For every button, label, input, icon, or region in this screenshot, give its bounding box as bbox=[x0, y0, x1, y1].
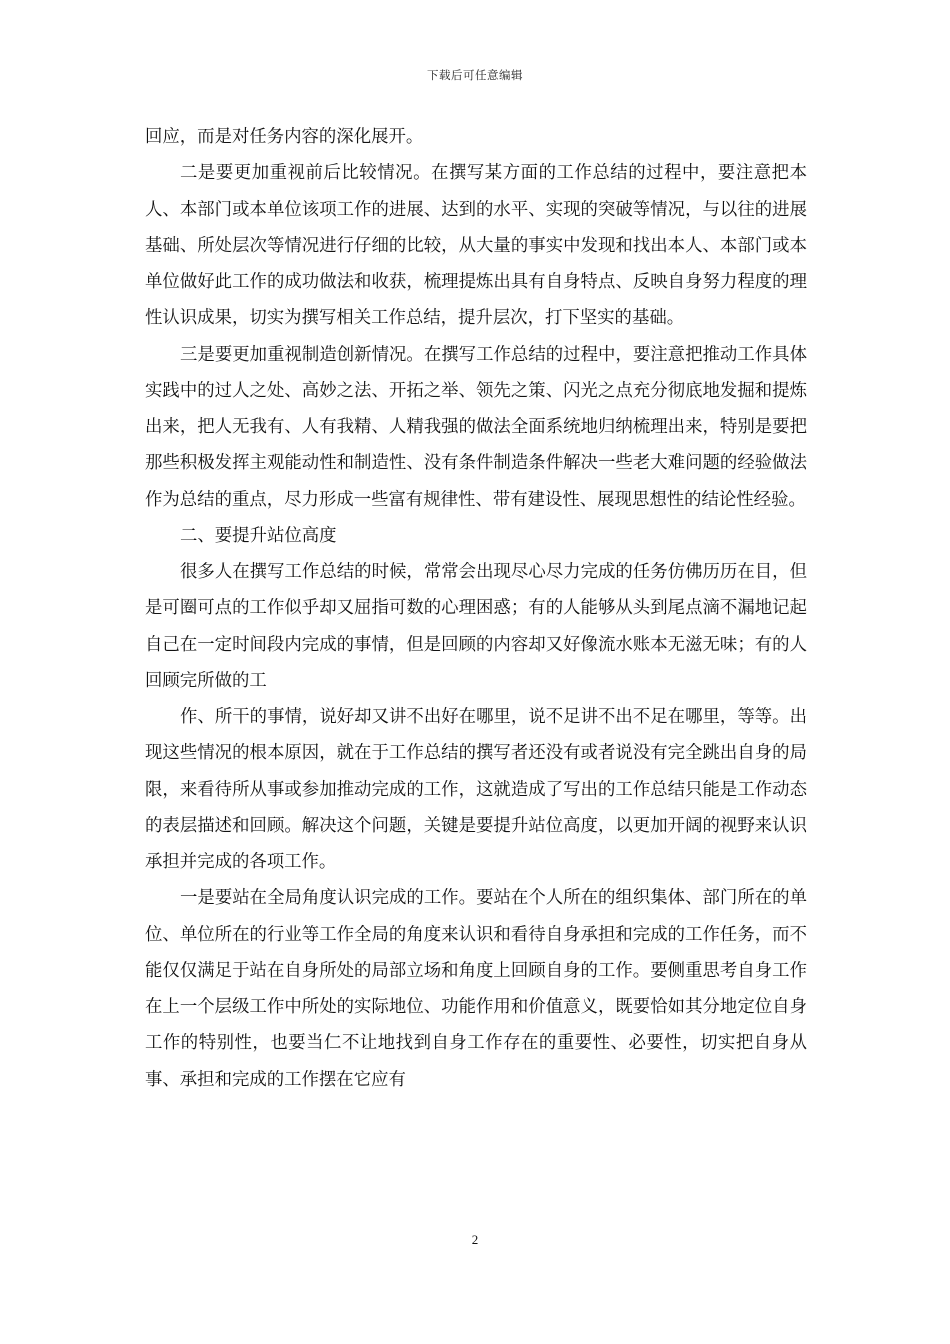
document-body bbox=[145, 119, 807, 1098]
paragraph: 一是要站在全局角度认识完成的工作。要站在个人所在的组织集体、部门所在的单位、单位所在的行业等工作全局的角度来认识和看待自身承担和完成的工作任务，而不能仅仅满足于站在自身所处的局部立场和角度上回顾自身的工作。要侧重思考自身工作在上一个层级工作中所处的实际地位、功能作用和价值意义，既要恰如其分地定位自身工作的特别性，也要当仁不让地找到自身工作存在的重要性、必要性，切实把自身从事、承担和完成的工作摆在它应有 bbox=[145, 888, 807, 1090]
paragraph-continuation: 回应，而是对任务内容的深化展开。 bbox=[145, 127, 424, 147]
paragraph: 作、所干的事情，说好却又讲不出好在哪里，说不足讲不出不足在哪里，等等。出现这些情况的根本原因，就在于工作总结的撰写者还没有或者说没有完全跳出自身的局限，来看待所从事或参加推动完成的工作，这就造成了写出的工作总结只能是工作动态的表层描述和回顾。解决这个问题，关键是要提升站位高度，以更加开阔的视野来认识承担并完成的各项工作。 bbox=[145, 707, 807, 872]
paragraph: 很多人在撰写工作总结的时候，常常会出现尽心尽力完成的任务仿佛历历在目，但是可圈可点的工作似乎却又屈指可数的心理困惑；有的人能够从头到尾点滴不漏地记起自己在一定时间段内完成的事情，但是回顾的内容却又好像流水账本无滋无味；有的人回顾完所做的工 bbox=[145, 562, 807, 691]
paragraph: 二是要更加重视前后比较情况。在撰写某方面的工作总结的过程中，要注意把本人、本部门或本单位该项工作的进展、达到的水平、实现的突破等情况，与以往的进展基础、所处层次等情况进行仔细的比较，从大量的事实中发现和找出本人、本部门或本单位做好此工作的成功做法和收获，梳理提炼出具有自身特点、反映自身努力程度的理性认识成果，切实为撰写相关工作总结，提升层次，打下坚实的基础。 bbox=[145, 163, 807, 329]
page-number: 2 bbox=[471, 1232, 479, 1247]
section-heading: 二、要提升站位高度 bbox=[180, 525, 337, 546]
page-header: 下载后可任意编辑 bbox=[427, 68, 523, 82]
paragraph: 三是要更加重视制造创新情况。在撰写工作总结的过程中，要注意把推动工作具体实践中的过人之处、高妙之法、开拓之举、领先之策、闪光之点充分彻底地发掘和提炼出来，把人无我有、人有我精、人精我强的做法全面系统地归纳梳理出来，特别是要把那些积极发挥主观能动性和制造性、没有条件制造条件解决一些老大难问题的经验做法作为总结的重点，尽力形成一些富有规律性、带有建设性、展现思想性的结论性经验。 bbox=[145, 344, 807, 510]
